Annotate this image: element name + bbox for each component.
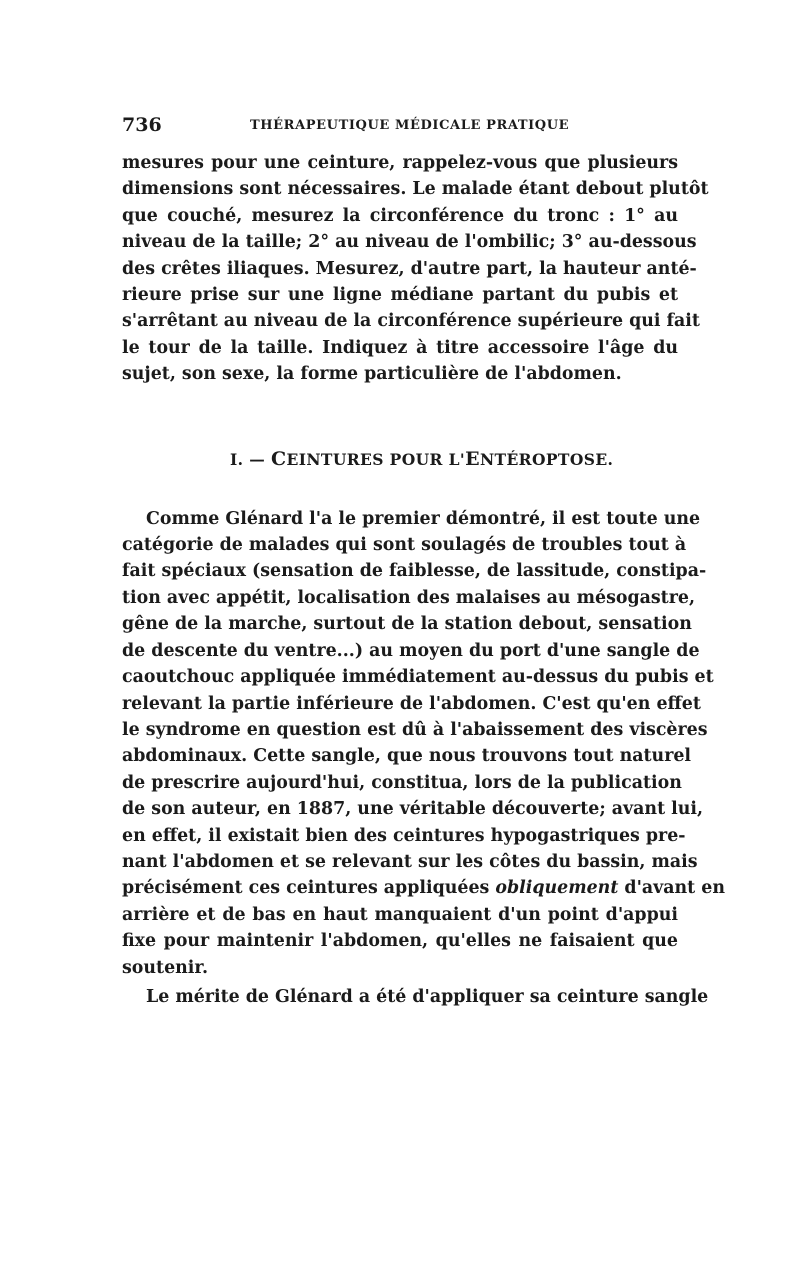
text-line: tion avec appétit, localisation des malaises au mésogastre, <box>122 587 695 608</box>
text-line: Le mérite de Glénard a été d'appliquer sa ceinture sangle <box>146 986 709 1007</box>
text-line: de descente du ventre...) au moyen du port d'une sangle de <box>122 640 700 661</box>
text-line: dimensions sont nécessaires. Le malade étant debout plutôt <box>122 179 709 200</box>
text-line: catégorie de malades qui sont soulagés de troubles tout à <box>122 535 687 556</box>
emphasis-word: obliquement <box>495 878 619 899</box>
text-line: en effet, il existait bien des ceintures hypogastriques pre- <box>122 825 686 846</box>
text-line: mesures pour une ceinture, rappelez-vous que plusieurs <box>122 153 678 173</box>
text-line: abdominaux. Cette sangle, que nous trouvons tout naturel <box>122 746 692 767</box>
book-page <box>122 114 725 1010</box>
text-line: nant l'abdomen et se relevant sur les côtes du bassin, mais <box>122 851 698 872</box>
text-line: soutenir. <box>122 957 209 978</box>
text-line: fait spéciaux (sensation de faiblesse, de lassitude, constipa- <box>122 561 707 582</box>
text-line: de son auteur, en 1887, une véritable découverte; avant lui, <box>122 799 704 820</box>
text-line: fixe pour maintenir l'abdomen, qu'elles ne faisaient que <box>122 931 678 952</box>
text-line: que couché, mesurez la circonférence du tronc : 1° au <box>122 205 678 226</box>
text-line: Comme Glénard l'a le premier démontré, il est toute une <box>146 508 701 529</box>
section-heading <box>122 448 678 470</box>
text-line: rieure prise sur une ligne médiane partant du pubis et <box>122 285 678 306</box>
page-header <box>122 114 678 148</box>
paragraph-1 <box>122 150 709 388</box>
text-line: sujet, son sexe, la forme particulière de l'abdomen. <box>122 364 622 385</box>
text-line: précisément ces ceintures appliquées obliquement d'avant en <box>122 878 725 899</box>
paragraph-3 <box>122 984 709 1010</box>
text-line: s'arrêtant au niveau de la circonférence supérieure qui fait <box>122 311 700 332</box>
text-line: des crêtes iliaques. Mesurez, d'autre part, la hauteur anté- <box>122 258 697 279</box>
text-line: arrière et de bas en haut manquaient d'un point d'appui <box>122 904 678 925</box>
page-number: 736 <box>122 114 162 136</box>
text-line: caoutchouc appliquée immédiatement au-dessus du pubis et <box>122 667 714 688</box>
text-line: relevant la partie inférieure de l'abdomen. C'est qu'en effet <box>122 693 701 714</box>
section-title: CEINTURES POUR L'ENTÉROPTOSE. <box>270 447 614 470</box>
text-line: niveau de la taille; 2° au niveau de l'ombilic; 3° au-dessous <box>122 232 697 253</box>
text-line: le syndrome en question est dû à l'abaissement des viscères <box>122 719 708 740</box>
text-line: le tour de la taille. Indiquez à titre accessoire l'âge du <box>122 337 678 358</box>
running-head: THÉRAPEUTIQUE MÉDICALE PRATIQUE <box>250 118 570 133</box>
text-line: de prescrire aujourd'hui, constitua, lors de la publication <box>122 772 682 793</box>
text-line: gêne de la marche, surtout de la station debout, sensation <box>122 614 692 635</box>
section-numeral: I. — <box>230 449 266 469</box>
paragraph-2 <box>122 506 725 981</box>
